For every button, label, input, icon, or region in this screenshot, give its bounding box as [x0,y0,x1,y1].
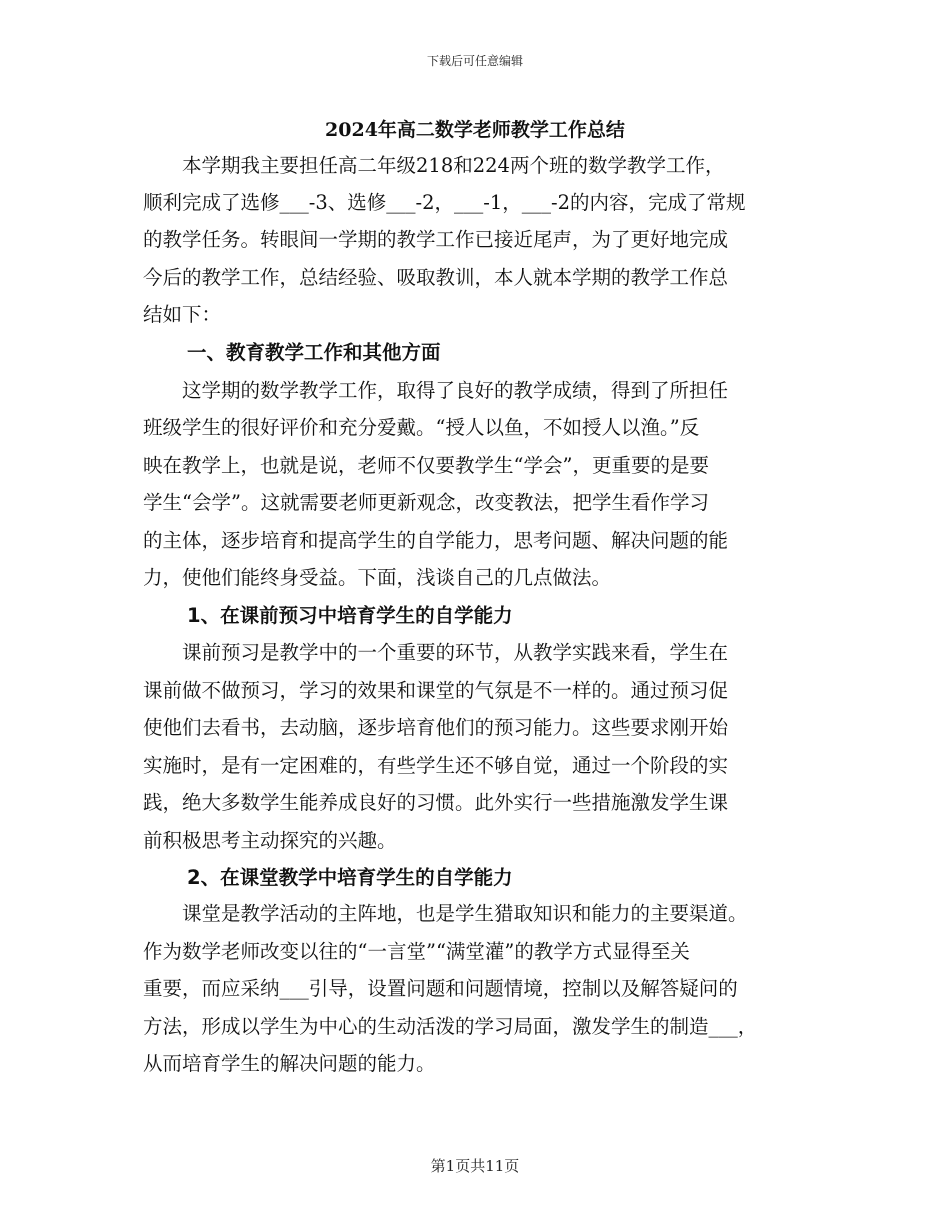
paragraph-line: 实施时，是有一定困难的，有些学生还不够自觉，通过一个阶段的实 [143,754,729,777]
paragraph-line: 映在教学上，也就是说，老师不仅要教学生“学会”，更重要的是要 [143,454,709,477]
paragraph-line: 从而培育学生的解决问题的能力。 [143,1052,436,1075]
paragraph-line: 前积极思考主动探究的兴趣。 [143,829,397,852]
paragraph-line: 课堂是教学活动的主阵地，也是学生猎取知识和能力的主要渠道。 [143,902,748,925]
paragraph-line: 作为数学老师改变以往的“一言堂”“满堂灌”的教学方式显得至关 [143,940,690,963]
paragraph-line: 这学期的数学教学工作，取得了良好的教学成绩，得到了所担任 [143,379,729,402]
paragraph-line: 结如下： [143,303,222,326]
paragraph-line: 顺利完成了选修___-3、选修___-2，___-1，___-2的内容，完成了常规 [143,191,746,214]
paragraph-line: 学生“会学”。这就需要老师更新观念，改变教法，把学生看作学习 [143,491,709,514]
paragraph-line: 重要，而应采纳___引导，设置问题和问题情境，控制以及解答疑问的 [143,977,738,1000]
paragraph-line: 今后的教学工作，总结经验、吸取教训，本人就本学期的教学工作总 [143,266,729,289]
paragraph-line: 践，绝大多数学生能养成良好的习惯。此外实行一些措施激发学生课 [143,791,729,814]
paragraph-line: 课前做不做预习，学习的效果和课堂的气氛是不一样的。通过预习促 [143,679,729,702]
paragraph-line: 班级学生的很好评价和充分爱戴。“授人以鱼，不如授人以渔。”反 [143,416,700,439]
header-note: 下载后可任意编辑 [426,54,523,68]
paragraph-line: 的主体，逐步培育和提高学生的自学能力，思考问题、解决问题的能 [143,529,729,552]
section-heading: 1、在课前预习中培育学生的自学能力 [187,604,513,627]
paragraph-line: 力，使他们能终身受益。下面，浅谈自己的几点做法。 [143,566,612,589]
paragraph-line: 本学期我主要担任高二年级218和224两个班的数学教学工作， [143,154,725,177]
section-heading: 2、在课堂教学中培育学生的自学能力 [187,866,513,889]
document-title: 2024年高二数学老师教学工作总结 [325,119,625,141]
paragraph-line: 方法，形成以学生为中心的生动活泼的学习局面，激发学生的制造___， [143,1015,758,1038]
section-heading: 一、教育教学工作和其他方面 [187,341,441,364]
paragraph-line: 使他们去看书，去动脑，逐步培育他们的预习能力。这些要求刚开始 [143,716,729,739]
paragraph-line: 的教学任务。转眼间一学期的教学工作已接近尾声，为了更好地完成 [143,228,729,251]
page-footer: 第1页共11页 [430,1157,520,1175]
paragraph-line: 课前预习是教学中的一个重要的环节，从教学实践来看，学生在 [143,641,729,664]
